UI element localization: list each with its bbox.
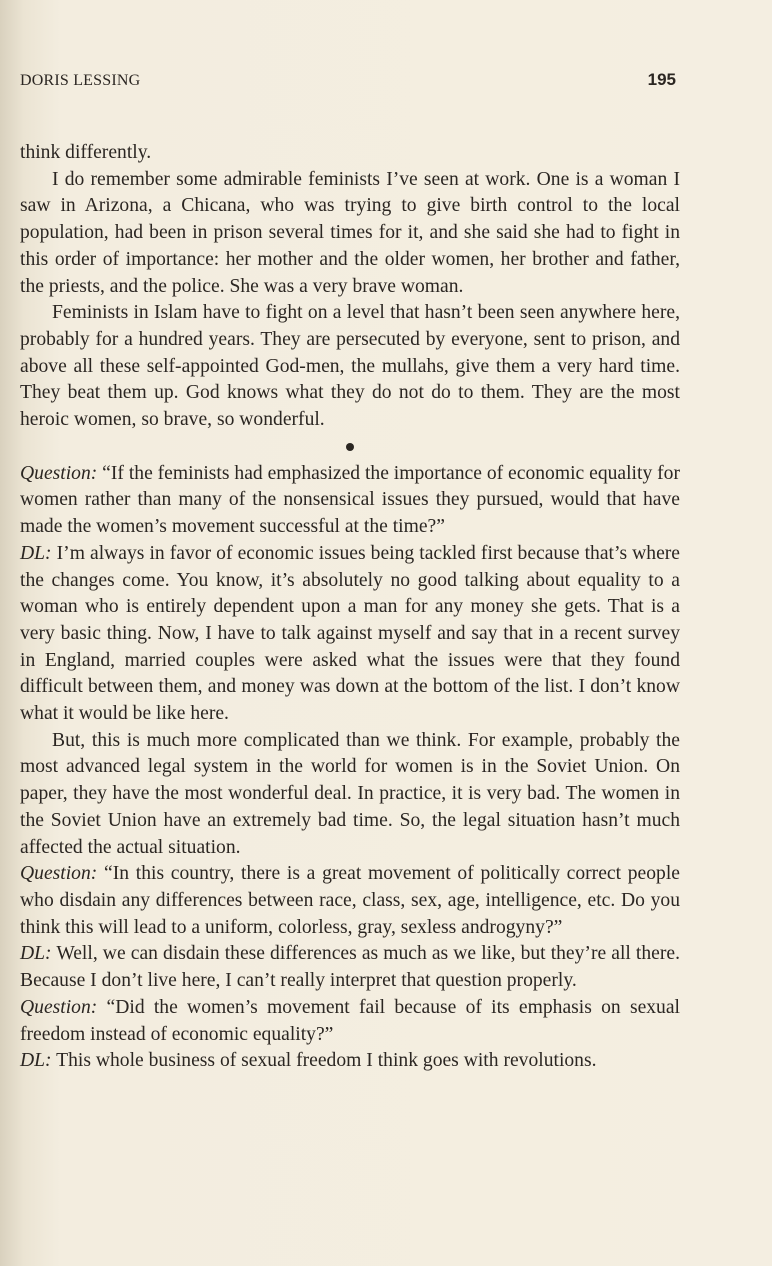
page-number: 195 — [647, 70, 676, 89]
paragraph: think differently. — [20, 142, 152, 163]
speaker-label: Question: — [20, 462, 98, 484]
paragraph-text: This whole business of sexual freedom I think goes with revolutions. — [51, 1050, 597, 1072]
section-separator — [20, 434, 680, 461]
running-head — [20, 70, 676, 90]
question-paragraph — [20, 461, 680, 541]
paragraph-text: Well, we can disdain these differences as much as we like, but they’re all there. Because I don’t live here, I can’t really interpret that question properly. — [20, 943, 680, 992]
speaker-label: Question: — [20, 863, 98, 885]
speaker-label: Question: — [20, 996, 98, 1018]
question-paragraph — [20, 861, 680, 941]
paragraph-text: “Did the women’s movement fail because of its emphasis on sexual freedom instead of economic equality?” — [20, 996, 680, 1045]
speaker-label: DL: — [20, 1050, 52, 1072]
paragraph-text: “In this country, there is a great movement of politically correct people who disdain any differences between race, class, sex, age, intelligence, etc. Do you think this will lead to a uniform, colorless, gray, sexless androgyny?” — [20, 863, 680, 938]
speaker-label: DL: — [20, 542, 52, 564]
paragraph-text: “If the feminists had emphasized the importance of economic equality for women rather than many of the nonsensical issues they pursued, would that have made the women’s movement successful at the time?” — [20, 462, 680, 538]
answer-paragraph — [20, 541, 680, 728]
answer-paragraph — [20, 1048, 680, 1075]
paragraph-text: But, this is much more complicated than we think. For example, probably the most advanced legal system in the world for women is in the Soviet Union. On paper, they have the most wonderful deal. In practice, it is very bad. The women in the Soviet Union have an extremely bad time. So, the legal situation hasn’t much affected the actual situation. — [20, 729, 680, 858]
body-text — [20, 140, 680, 1075]
answer-paragraph — [20, 941, 680, 994]
running-head-author: DORIS LESSING — [20, 72, 141, 89]
paragraph: Feminists in Islam have to fight on a level that hasn’t been seen anywhere here, probably for a hundred years. They are persecuted by everyone, sent to prison, and above all these self-appointed God-men, the mullahs, give them a very hard time. They beat them up. God knows what they do not do to them. They are the most heroic women, so brave, so wonderful. — [20, 302, 680, 431]
speaker-label: DL: — [20, 943, 52, 965]
answer-paragraph — [20, 728, 680, 862]
question-paragraph — [20, 995, 680, 1048]
paragraph-text: I’m always in favor of economic issues being tackled first because that’s where the changes come. You know, it’s absolutely no good talking about equality to a woman who is entirely dependent upon a man for any money she gets. That is a very basic thing. Now, I have to talk against myself and say that in a recent survey in England, married couples were asked what the issues were that they found difficult between them, and money was down at the bottom of the list. I don’t know what it would be like here. — [20, 542, 680, 725]
bullet-ornament-icon — [346, 443, 354, 451]
paragraph: I do remember some admirable feminists I’ve seen at work. One is a woman I saw in Arizona, a Chicana, who was trying to give birth control to the local population, had been in prison several times for it, and she said she had to fight in this order of importance: her mother and the older women, her brother and father, the priests, and the police. She was a very brave woman. — [20, 168, 680, 297]
